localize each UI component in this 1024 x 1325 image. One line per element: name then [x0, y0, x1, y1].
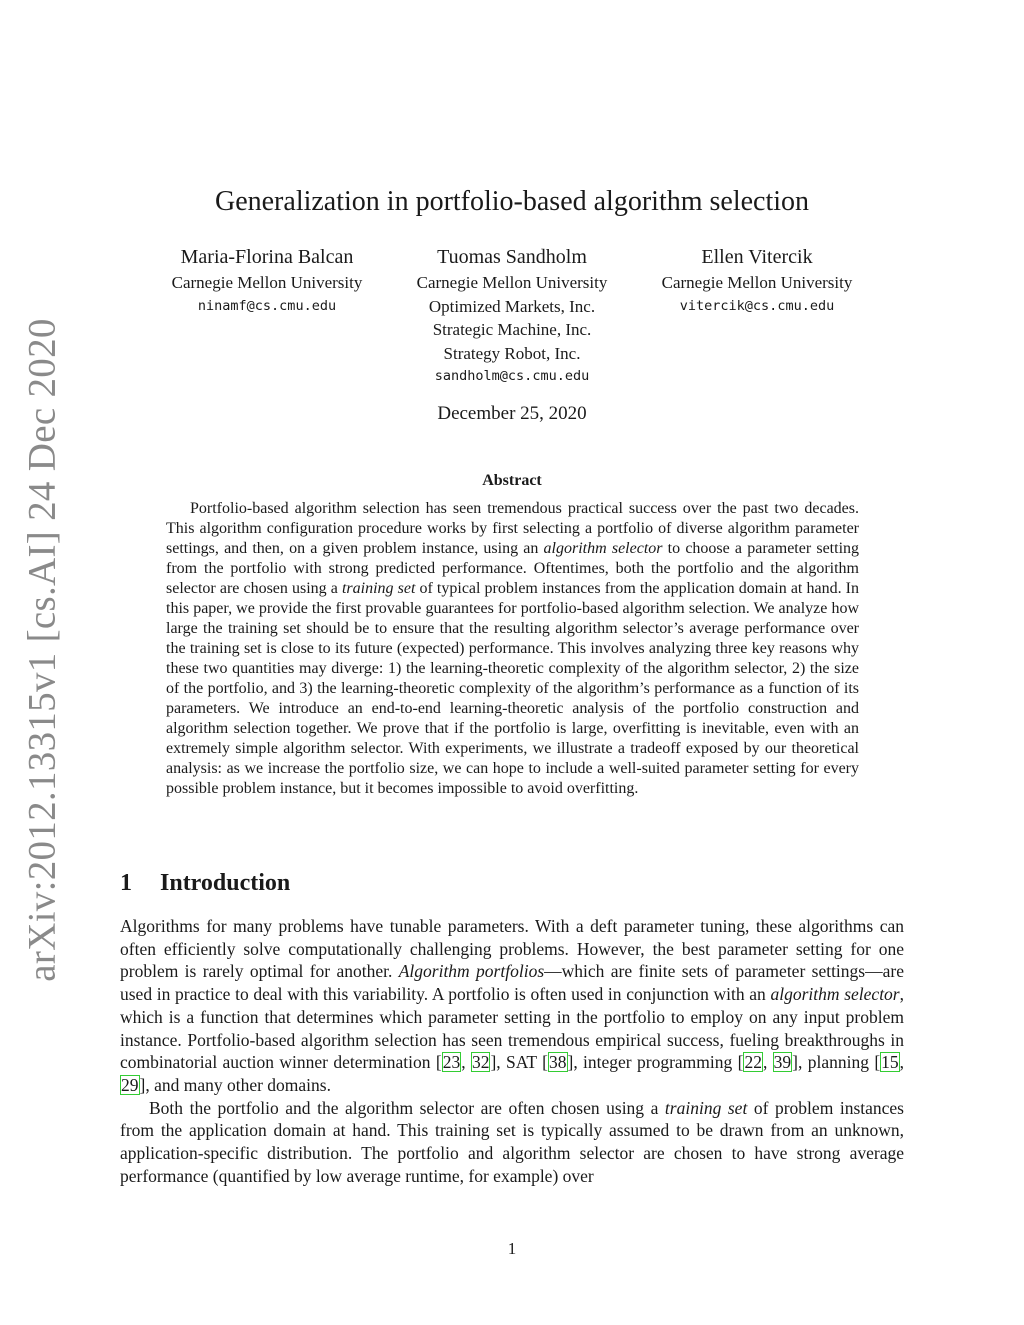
author-affiliation: Carnegie Mellon University [661, 273, 853, 292]
emphasis: algorithm selector [543, 540, 663, 557]
publication-date: December 25, 2020 [437, 403, 587, 424]
paragraph: Algorithms for many problems have tunable parameters. With a deft parameter tuning, these algorithms can often efficiently solve computationally challenging problems. However, the best parameter setting for one problem is rarely optimal for another. Algorithm portfolios—which are finite sets of parameter settings—are used in practice to deal with this variability. A portfolio is often used in conjunction with an algorithm selector, which is a function that determines which parameter setting in the portfolio to employ on any input problem instance. Portfolio-based algorithm selection has seen tremendous empirical success, fueling breakthroughs in combinatorial auction winner determination [23, 32], SAT [38], integer programming [22, 39], planning [15, 29], and many other domains. [120, 916, 905, 1095]
introduction-body [120, 915, 904, 1187]
emphasis: training set [341, 580, 416, 597]
emphasis: Algorithm portfolios [398, 961, 545, 982]
citation-link[interactable]: 23 [442, 1052, 461, 1073]
author-block-vitercik [637, 244, 877, 318]
author-block-balcan [147, 244, 387, 318]
author-affiliation: Strategy Robot, Inc. [443, 343, 581, 363]
author-name: Ellen Vitercik [701, 246, 813, 268]
citation-link[interactable]: 22 [744, 1052, 762, 1073]
author-block-sandholm [392, 244, 632, 389]
citation-link[interactable]: 39 [773, 1052, 792, 1073]
citation-link[interactable]: 32 [471, 1052, 490, 1073]
author-affiliation: Carnegie Mellon University [416, 273, 608, 292]
emphasis: algorithm selector [770, 984, 900, 1005]
author-name: Maria-Florina Balcan [180, 246, 354, 268]
author-affiliation: Optimized Markets, Inc. [428, 296, 596, 316]
author-affiliation: Carnegie Mellon University [171, 273, 363, 292]
section-heading-introduction [120, 868, 290, 898]
abstract-text: Portfolio-based algorithm selection has seen tremendous practical success over the past two decades. This algorithm configuration procedure works by first selecting a portfolio of diverse algorithm parameter settings, and then, on a given problem instance, using an algorithm selector to choose a parameter setting from the portfolio with strong predicted performance. Oftentimes, both the portfolio and the algorithm selector are chosen using a training set of typical problem instances from the application domain at hand. In this paper, we provide the first provable guarantees for portfolio-based algorithm selection. We analyze how large the training set should be to ensure that the resulting algorithm selector’s average performance over the training set is close to its future (expected) performance. This involves analyzing three key reasons why these two quantities may diverge: 1) the learning-theoretic complexity of the algorithm selector, 2) the size of the portfolio, and 3) the learning-theoretic complexity of the algorithm’s performance as a function of its parameters. We introduce an end-to-end learning-theoretic analysis of the portfolio construction and algorithm selection together. We prove that if the portfolio is large, overfitting is inevitable, even with an extremely simple algorithm selector. With experiments, we illustrate a tradeoff exposed by our theoretical analysis: as we increase the portfolio size, we can hope to include a well-suited parameter setting for every possible problem instance, but it becomes impossible to avoid overfitting. [166, 500, 860, 797]
author-email[interactable]: vitercik@cs.cmu.edu [679, 297, 835, 314]
citation-link[interactable]: 29 [121, 1074, 139, 1095]
citation-link[interactable]: 15 [881, 1052, 899, 1073]
section-title: Introduction [160, 870, 291, 896]
author-email[interactable]: sandholm@cs.cmu.edu [434, 368, 590, 384]
citation-link[interactable]: 38 [549, 1052, 567, 1073]
author-name: Tuomas Sandholm [437, 246, 587, 268]
arxiv-identifier-stamp: arXiv:2012.13315v1 [cs.AI] 24 Dec 2020 [20, 318, 64, 982]
author-affiliation: Strategic Machine, Inc. [432, 320, 592, 339]
paragraph: Both the portfolio and the algorithm selector are often chosen using a training set of problem instances from the application domain at hand. This training set is typically assumed to be drawn from an unknown, application-specific distribution. The portfolio and algorithm selector are chosen to have strong average performance (quantified by low average runtime, for example) over [120, 1097, 904, 1186]
section-number: 1 [120, 870, 132, 896]
emphasis: training set [664, 1097, 748, 1118]
page-number: 1 [507, 1239, 517, 1258]
abstract-heading: Abstract [482, 472, 542, 489]
author-email[interactable]: ninamf@cs.cmu.edu [197, 297, 337, 314]
paper-title: Generalization in portfolio-based algorithm selection [214, 186, 810, 217]
